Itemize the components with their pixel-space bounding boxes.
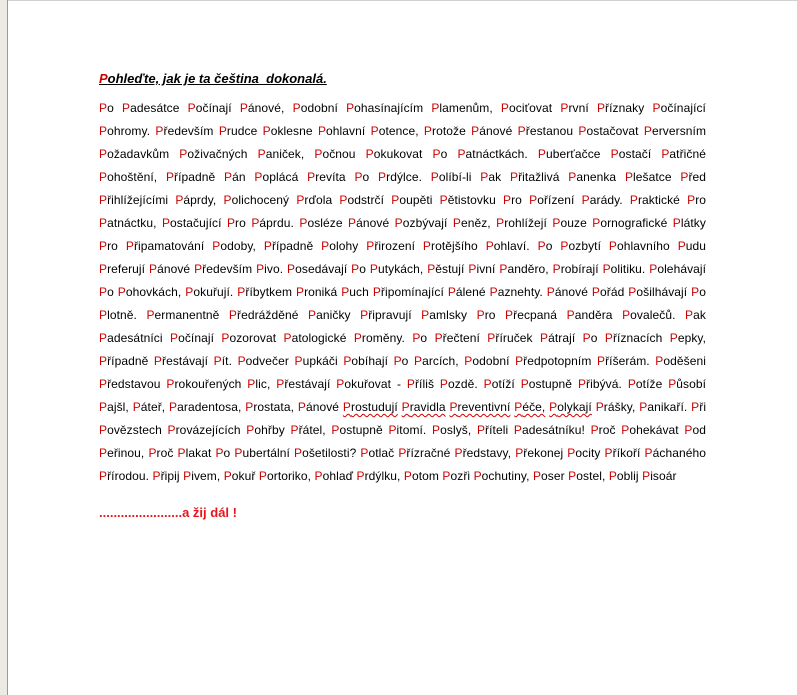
word: Pošetilosti? — [293, 446, 357, 460]
word: Patnáctku, — [99, 216, 157, 230]
window-left-border — [0, 0, 8, 695]
word: Pupkáči — [294, 354, 338, 368]
word: Postupně — [520, 377, 573, 391]
word: Protějšího — [422, 239, 478, 253]
word: Pohlaď — [314, 469, 354, 483]
word: Proniká — [295, 285, 338, 299]
word: Parcích, — [413, 354, 459, 368]
word: Polykají — [549, 400, 592, 414]
word: Poplácá — [254, 170, 299, 184]
word: Políbí-li — [430, 170, 472, 184]
word: Předpotopním — [515, 354, 592, 368]
word: Překonej — [515, 446, 564, 460]
word: Pubertální — [234, 446, 290, 460]
word: Pouze — [552, 216, 587, 230]
word: Poživačných — [179, 147, 248, 161]
word: Příznaky — [596, 101, 645, 115]
word: Poser — [532, 469, 565, 483]
word: Pohřby — [246, 423, 285, 437]
word: Padesátce — [122, 101, 180, 115]
word: Poslyš, — [432, 423, 472, 437]
word: Panikaří. — [639, 400, 688, 414]
word: Příbytkem — [237, 285, 293, 299]
word: Pánové — [348, 216, 390, 230]
title-first-letter: P — [99, 71, 108, 86]
word: Přibývá. — [577, 377, 622, 391]
word: Plátky — [672, 216, 706, 230]
word: Pánové — [471, 124, 513, 138]
word: Portoriko, — [258, 469, 312, 483]
word: Představou — [99, 377, 161, 391]
word: Pohlaví. — [485, 239, 530, 253]
word: Přízračné — [398, 446, 451, 460]
word: Přecpaná — [505, 308, 558, 322]
word: Potíží — [483, 377, 515, 391]
word: Potence, — [370, 124, 419, 138]
word: Parády. — [581, 193, 623, 207]
word: Pánové — [148, 262, 191, 276]
word: Přestávají — [153, 354, 209, 368]
word: Proč — [590, 423, 616, 437]
word: Plakat — [177, 446, 212, 460]
word: Prevíta — [307, 170, 346, 184]
word: Páchaného — [644, 446, 706, 460]
word: Pohekávat — [621, 423, 679, 437]
word: Proč — [148, 446, 174, 460]
word: Politiku. — [602, 262, 646, 276]
word: Panděro, — [499, 262, 549, 276]
word: Přestávají — [276, 377, 331, 391]
word: Posedávají — [287, 262, 348, 276]
word: Potlač — [360, 446, 395, 460]
word: Podobní — [292, 101, 338, 115]
word: Pošilhávají — [628, 285, 688, 299]
word: Pokuř — [223, 469, 256, 483]
word: Příteli — [476, 423, 509, 437]
word: Pivo. — [256, 262, 284, 276]
word: Pudu — [677, 239, 707, 253]
word: Puch — [341, 285, 369, 299]
word: První — [560, 101, 589, 115]
word: Prďola — [296, 193, 333, 207]
word: Péče, — [514, 400, 546, 414]
word: Počínající — [652, 101, 706, 115]
word: Poblij — [608, 469, 639, 483]
title-rest: ohleďte, jak je ta čeština dokonalá. — [107, 71, 327, 86]
word: Paniček, — [257, 147, 305, 161]
word: Připamatování — [125, 239, 205, 253]
word: Plamenům, — [431, 101, 493, 115]
word: Pornografické — [592, 216, 668, 230]
word: - — [396, 377, 402, 391]
word: Prášky, — [595, 400, 636, 414]
word: Plešatce — [624, 170, 672, 184]
closing-line: .......................a žij dál ! — [99, 505, 237, 520]
word: Po — [582, 331, 598, 345]
word: Patnáctkách. — [457, 147, 528, 161]
word: Příkoří — [604, 446, 641, 460]
word: Pozbytí — [560, 239, 601, 253]
word: Pokuřují. — [185, 285, 234, 299]
word: Pisoár — [642, 469, 677, 483]
word: Pohlavního — [608, 239, 670, 253]
word: Působí — [668, 377, 707, 391]
word: Padesátníci — [99, 331, 163, 345]
word: Preventivní — [449, 400, 511, 414]
word: Proměny. — [353, 331, 405, 345]
word: Plotně. — [99, 308, 137, 322]
word: Po — [99, 285, 114, 299]
word: Pociťovat — [500, 101, 553, 115]
word: Pořízení — [529, 193, 575, 207]
word: Podstrčí — [339, 193, 385, 207]
word: Postačující — [161, 216, 222, 230]
word: Pivem, — [183, 469, 221, 483]
word: Potíže — [627, 377, 663, 391]
word: Podvečer — [237, 354, 289, 368]
word: Pak — [685, 308, 706, 322]
word: Pořád — [591, 285, 625, 299]
word: Předrážděné — [228, 308, 299, 322]
word: Paradentosa, — [169, 400, 242, 414]
word: Povězstech — [99, 423, 162, 437]
word: Pán — [224, 170, 246, 184]
word: Přirození — [366, 239, 415, 253]
word: Pokuřovat — [336, 377, 392, 391]
word: Případně — [165, 170, 216, 184]
word: Prohlížejí — [496, 216, 547, 230]
word: Provázejících — [167, 423, 241, 437]
word: Přestanou — [517, 124, 574, 138]
word: Podoby, — [212, 239, 256, 253]
word: Požadavkům — [99, 147, 170, 161]
word: Prudce — [218, 124, 258, 138]
word: Pobíhají — [343, 354, 388, 368]
word: Pozdě. — [439, 377, 478, 391]
word: Polehávají — [649, 262, 707, 276]
word: Pohoštění, — [99, 170, 158, 184]
word: Případně — [99, 354, 149, 368]
word: Pít. — [213, 354, 232, 368]
word: Pětistovku — [439, 193, 496, 207]
word: Pocity — [567, 446, 601, 460]
word: Po — [412, 331, 428, 345]
word: Pro — [476, 308, 496, 322]
word: Přitažlivá — [509, 170, 560, 184]
word: Pohasínajícím — [346, 101, 424, 115]
word: Pozorovat — [221, 331, 277, 345]
word: Připravují — [360, 308, 412, 322]
word: Příruček — [487, 331, 533, 345]
word: Prostata, — [245, 400, 295, 414]
word: Prdýlce. — [378, 170, 423, 184]
word: Prdýlku, — [356, 469, 401, 483]
word: Praktické — [629, 193, 680, 207]
word: Počnou — [314, 147, 356, 161]
word: Příšerám. — [596, 354, 650, 368]
word: Příliš — [406, 377, 435, 391]
word: Přihlížejícími — [99, 193, 169, 207]
window-top-border — [8, 0, 797, 1]
word: Postačí — [610, 147, 652, 161]
word: Přečtení — [434, 331, 480, 345]
word: Patologické — [283, 331, 347, 345]
word: Podobní — [464, 354, 510, 368]
word: Páprdu. — [251, 216, 294, 230]
word: Případně — [263, 239, 314, 253]
word: Pro — [503, 193, 522, 207]
word: Pánové, — [239, 101, 285, 115]
word: Postupně — [331, 423, 383, 437]
word: Po — [537, 239, 553, 253]
word: Po — [691, 285, 707, 299]
word: Patřičné — [661, 147, 706, 161]
word: Pohovkách, — [117, 285, 182, 299]
word: Při — [691, 400, 707, 414]
word: Po — [215, 446, 231, 460]
word: Prostudují — [342, 400, 398, 414]
word: Pro — [99, 239, 118, 253]
word: Probírají — [552, 262, 599, 276]
word: Pod — [684, 423, 706, 437]
word: Pánové — [546, 285, 588, 299]
word: Příznacích — [604, 331, 663, 345]
word: Pak — [480, 170, 502, 184]
word: Pajšl, — [99, 400, 129, 414]
word: Polohy — [321, 239, 359, 253]
word: Pro — [687, 193, 707, 207]
word: Poupěti — [391, 193, 433, 207]
word: Přátel, — [290, 423, 326, 437]
word: Připomínající — [372, 285, 444, 299]
word: Postel, — [568, 469, 606, 483]
word: Pozbývají — [394, 216, 448, 230]
word: Pochutiny, — [473, 469, 530, 483]
word: Povalečů. — [622, 308, 676, 322]
word: Permanentně — [146, 308, 220, 322]
word: Pánové — [297, 400, 340, 414]
word: Panděra — [566, 308, 613, 322]
word: Padesátníku! — [513, 423, 585, 437]
word: Pohlavní — [317, 124, 366, 138]
word: Paničky — [308, 308, 351, 322]
word: Panenka — [568, 170, 617, 184]
word: Pohromy. — [99, 124, 151, 138]
word: Plic, — [247, 377, 271, 391]
word: Páprdy, — [175, 193, 217, 207]
word: Před — [680, 170, 707, 184]
word: Polichocený — [223, 193, 290, 207]
word: Po — [393, 354, 409, 368]
word: Především — [155, 124, 214, 138]
word: Perversním — [643, 124, 707, 138]
word: Postačovat — [578, 124, 639, 138]
word: Potom — [403, 469, 439, 483]
word: Pitomí. — [388, 423, 427, 437]
word: Pokukovat — [365, 147, 423, 161]
word: Paznehty. — [489, 285, 543, 299]
word: Pamlsky — [421, 308, 468, 322]
word: Po — [432, 147, 448, 161]
word: Počínají — [187, 101, 232, 115]
word: Po — [354, 170, 370, 184]
document-title — [99, 70, 706, 88]
word: Představy, — [454, 446, 512, 460]
word: Prokouřených — [166, 377, 242, 391]
word: Pro — [226, 216, 246, 230]
word: Po — [351, 262, 366, 276]
word: Pravidla — [401, 400, 446, 414]
word: Posléze — [299, 216, 343, 230]
word: Preferují — [99, 262, 146, 276]
word: Pěstují — [427, 262, 465, 276]
word: Poklesne — [262, 124, 313, 138]
word: Připij — [152, 469, 180, 483]
word: Páteř, — [132, 400, 166, 414]
word: Pozři — [442, 469, 471, 483]
word: Především — [194, 262, 253, 276]
word: Pálené — [447, 285, 486, 299]
word: Pátrají — [539, 331, 576, 345]
word: Peřinou, — [99, 446, 145, 460]
word: Putykách, — [369, 262, 424, 276]
word: Pepky, — [669, 331, 707, 345]
body-paragraph — [99, 97, 706, 488]
word: Protože — [423, 124, 466, 138]
word: Po — [99, 101, 114, 115]
word: Poděšeni — [655, 354, 706, 368]
word: Přírodou. — [99, 469, 150, 483]
word: Puberťačce — [537, 147, 601, 161]
document-page — [99, 70, 706, 522]
word: Počínají — [169, 331, 214, 345]
word: Pivní — [468, 262, 496, 276]
word: Peněz, — [452, 216, 491, 230]
